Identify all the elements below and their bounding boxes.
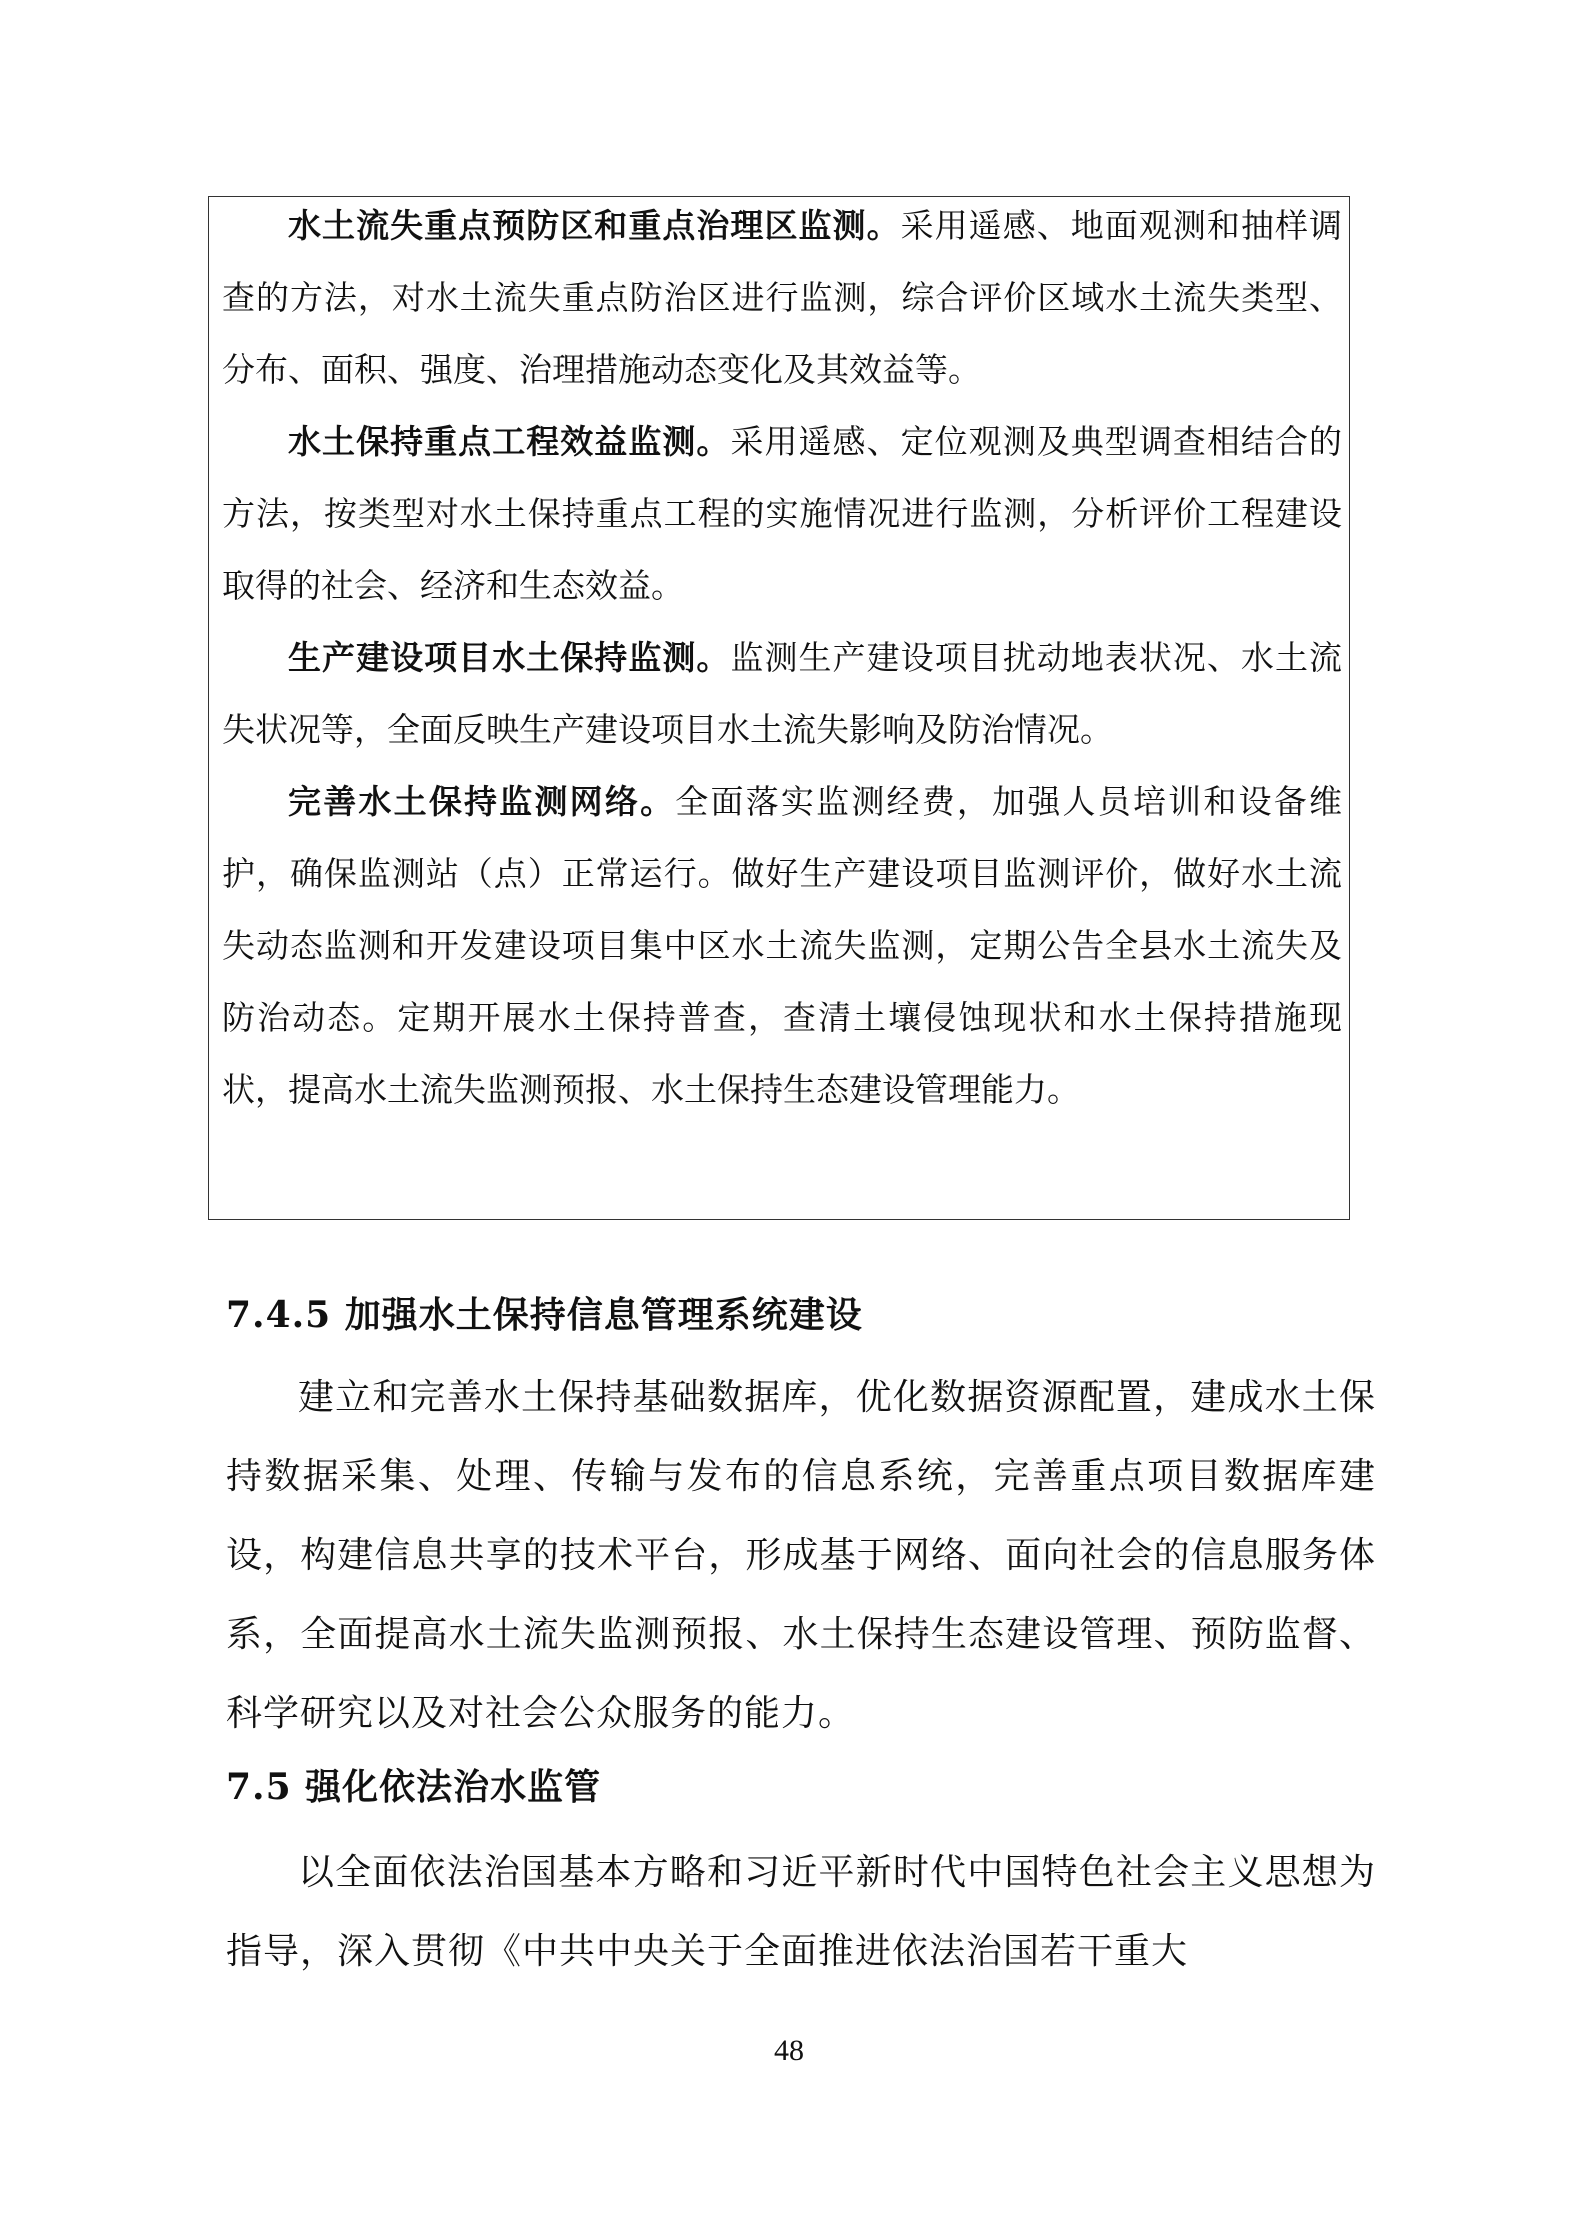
paragraph-lead: 生产建设项目水土保持监测。 <box>288 638 731 677</box>
paragraph-lead: 水土流失重点预防区和重点治理区监测。 <box>288 206 901 245</box>
section-body-7-5: 以全面依法治国基本方略和习近平新时代中国特色社会主义思想为指导，深入贯彻《中共中央关于全面推进依法治国若干重大 <box>226 1852 1376 1972</box>
box-paragraph-monitoring-network <box>222 766 1342 1198</box>
section-body-7-4-5: 建立和完善水土保持基础数据库，优化数据资源配置，建成水土保持数据采集、处理、传输与发布的信息系统，完善重点项目数据库建设，构建信息共享的技术平台，形成基于网络、面向社会的信息服务体系，全面提高水土流失监测预报、水土保持生态建设管理、预防监督、科学研究以及对社会公众服务的能力。 <box>226 1377 1376 1734</box>
section-heading-7-5: 7.5 强化依法治水监管 <box>226 1766 602 1808</box>
page-number: 48 <box>774 2034 804 2067</box>
paragraph-lead: 水土保持重点工程效益监测。 <box>288 422 731 461</box>
box-paragraph-key-project-benefit-monitoring <box>222 406 1342 622</box>
section-heading-7-4-5: 7.4.5 加强水土保持信息管理系统建设 <box>226 1294 863 1336</box>
paragraph-lead: 完善水土保持监测网络。 <box>288 782 676 821</box>
paragraph-text: 采用遥感、地面观测和抽样调查的方法，对水土流失重点防治区进行监测，综合评价区域水土流失类型、分布、面积、强度、治理措施动态变化及其效益等。 <box>222 206 1343 389</box>
box-paragraph-erosion-zone-monitoring <box>222 190 1342 406</box>
box-paragraph-construction-project-monitoring <box>222 622 1342 766</box>
paragraph-text: 全面落实监测经费，加强人员培训和设备维护，确保监测站（点）正常运行。做好生产建设项目监测评价，做好水土流失动态监测和开发建设项目集中区水土流失监测，定期公告全县水土流失及防治动态。定期开展水土保持普查，查清土壤侵蚀现状和水土保持措施现状，提高水土流失监测预报、水土保持生态建设管理能力。 <box>222 782 1343 1109</box>
paragraph-text: 监测生产建设项目扰动地表状况、水土流失状况等，全面反映生产建设项目水土流失影响及防治情况。 <box>222 638 1343 749</box>
paragraph-text: 采用遥感、定位观测及典型调查相结合的方法，按类型对水土保持重点工程的实施情况进行监测，分析评价工程建设取得的社会、经济和生态效益。 <box>222 422 1343 605</box>
